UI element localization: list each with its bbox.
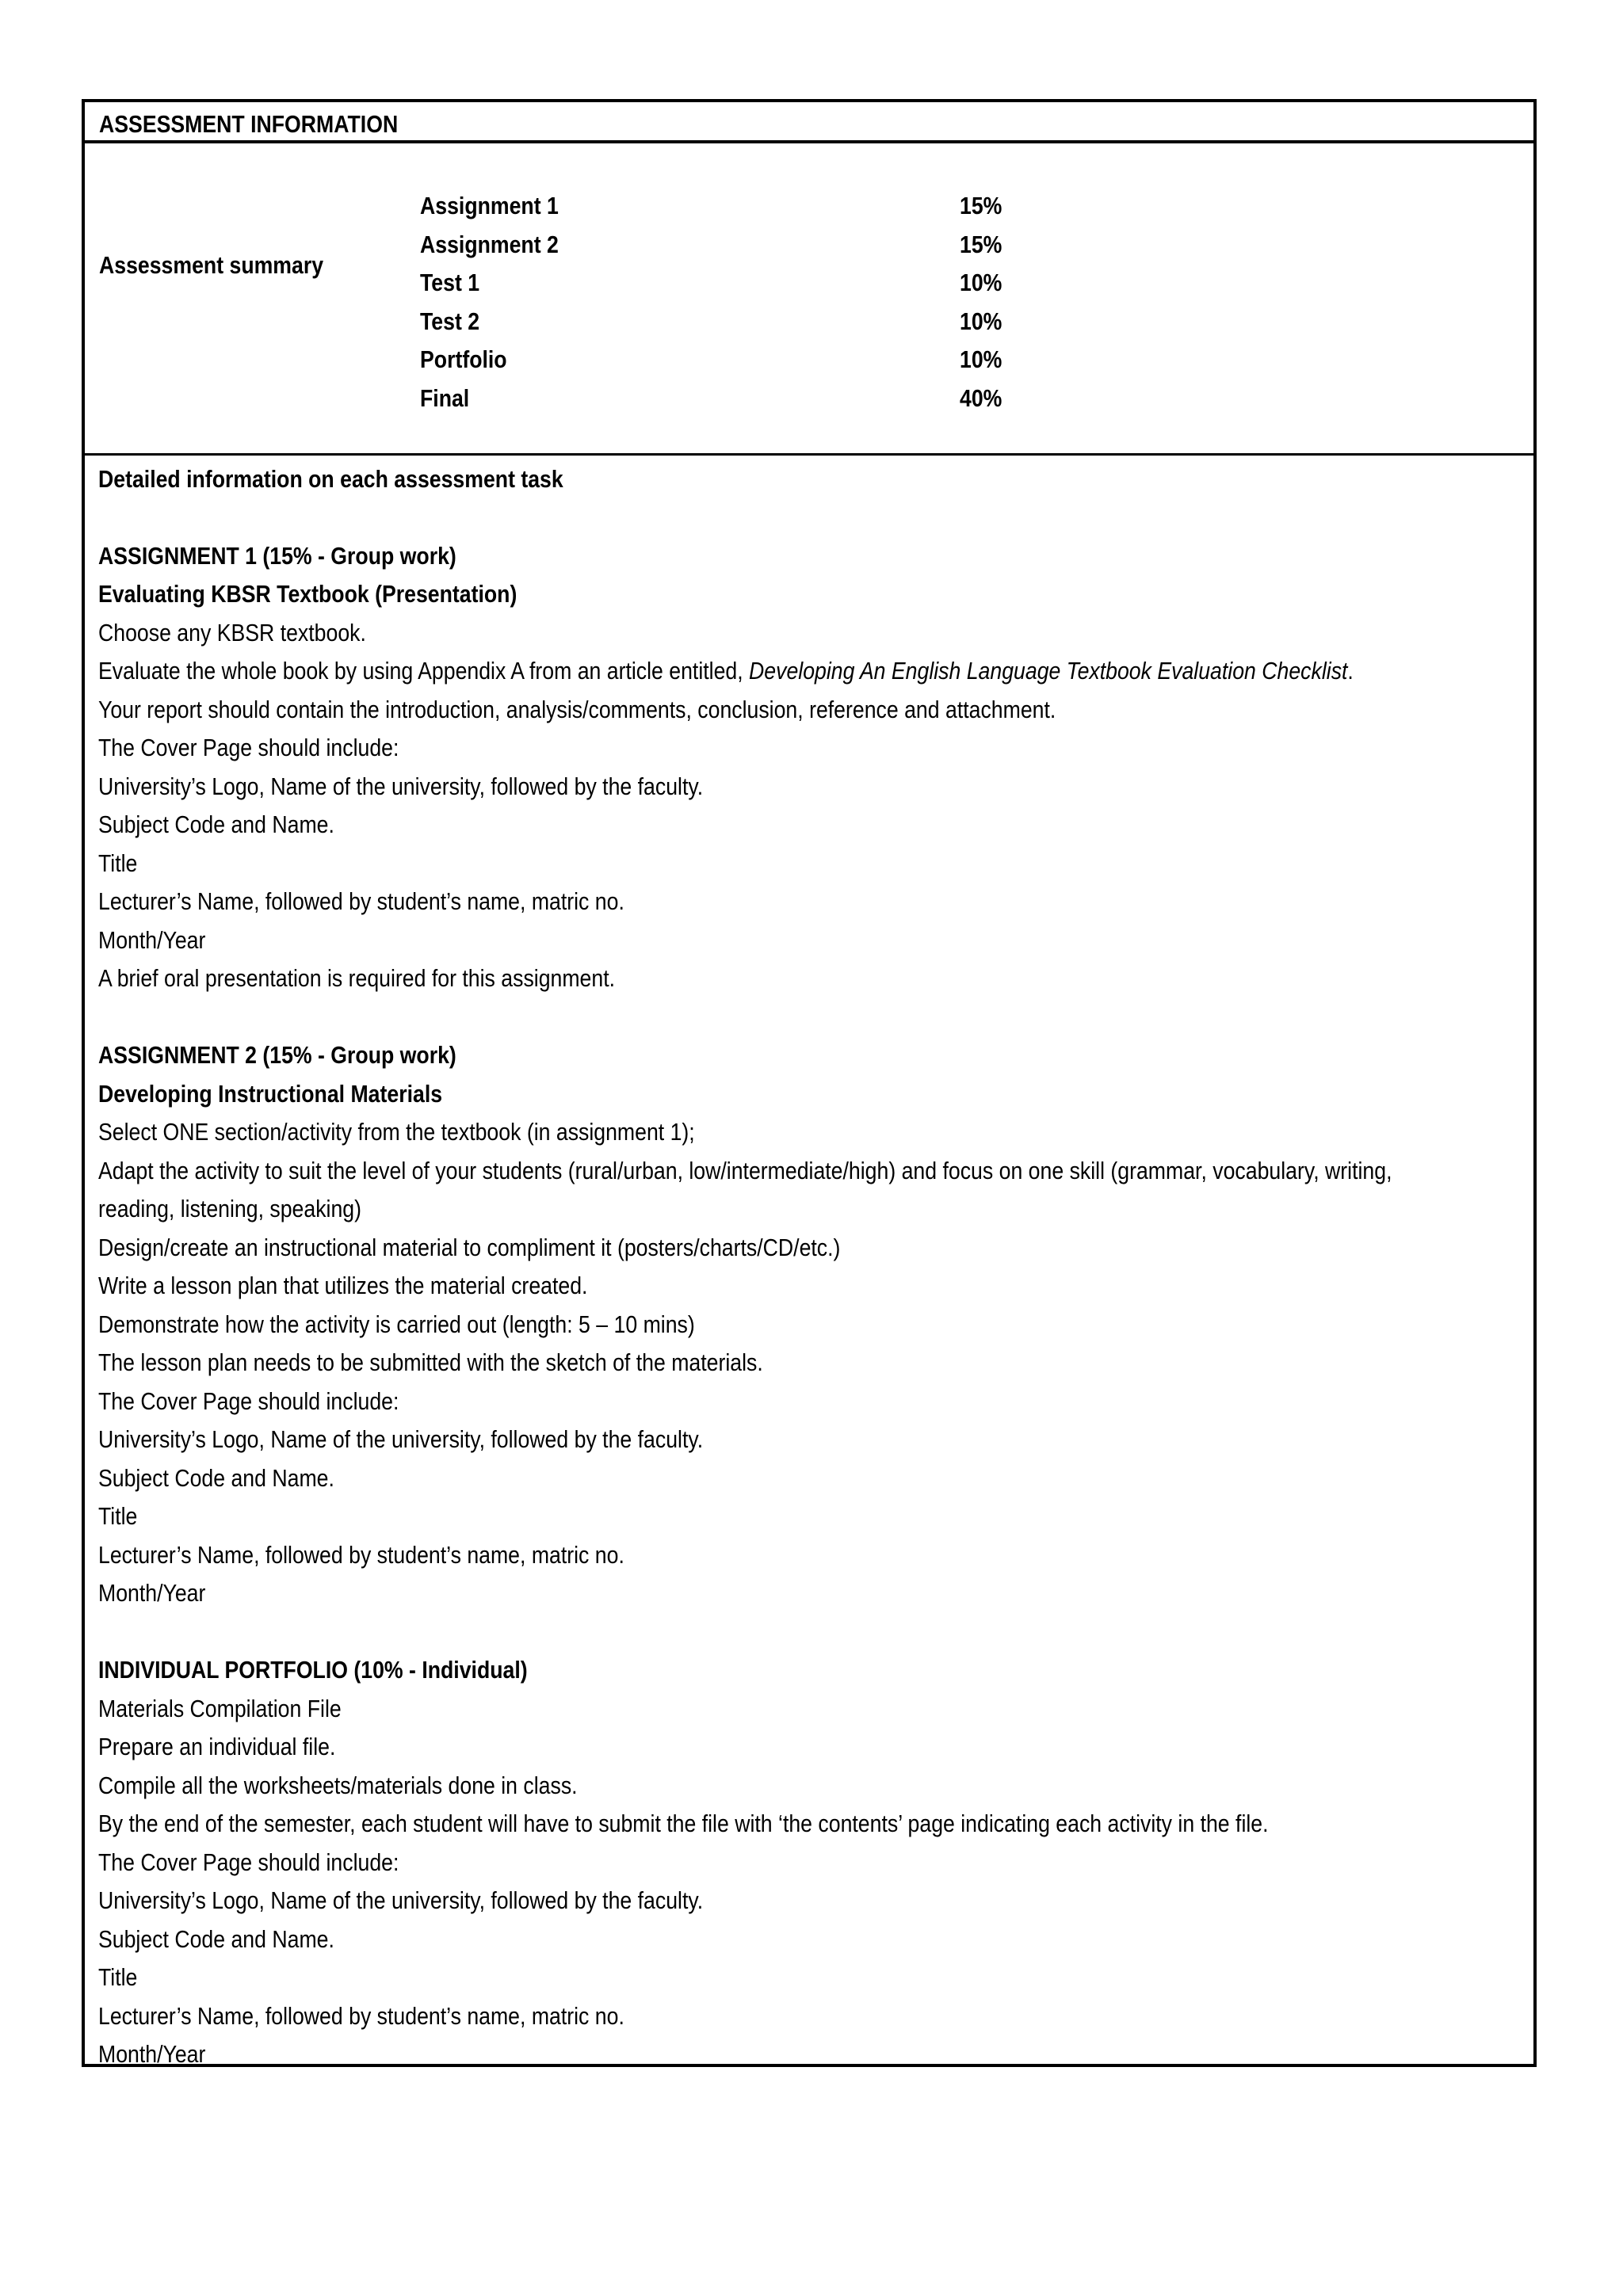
- details-heading: Detailed information on each assessment task: [98, 465, 563, 493]
- assignment2-cover-item: University’s Logo, Name of the university, followed by the faculty.: [98, 1425, 704, 1453]
- assignment2-cover-item: Title: [98, 1502, 138, 1530]
- assignment2-line: Design/create an instructional material to compliment it (posters/charts/CD/etc.): [98, 1234, 841, 1261]
- summary-item-weight: 10%: [960, 345, 1002, 373]
- portfolio-cover-item: Subject Code and Name.: [98, 1925, 334, 1953]
- portfolio-cover-intro: The Cover Page should include:: [98, 1848, 399, 1876]
- portfolio-line: By the end of the semester, each student will have to submit the file with ‘the contents’ page indicating each activity in the file.: [98, 1810, 1269, 1837]
- assignment2-line: reading, listening, speaking): [98, 1195, 361, 1222]
- portfolio-line: Prepare an individual file.: [98, 1733, 336, 1760]
- assignment1-line: Choose any KBSR textbook.: [98, 619, 366, 646]
- assignment1-cover-item: Title: [98, 849, 138, 877]
- article-title: Developing An English Language Textbook Evaluation Checklist: [749, 657, 1348, 685]
- assignment2-cover-intro: The Cover Page should include:: [98, 1387, 399, 1415]
- summary-item-name: Test 1: [420, 269, 480, 296]
- assignment1-cover-item: Subject Code and Name.: [98, 810, 334, 838]
- assignment1-line-text: .: [1347, 657, 1354, 685]
- summary-item-name: Assignment 1: [420, 192, 559, 219]
- portfolio-title: INDIVIDUAL PORTFOLIO (10% - Individual): [98, 1656, 528, 1684]
- assignment2-cover-item: Subject Code and Name.: [98, 1464, 334, 1492]
- assignment2-title: ASSIGNMENT 2 (15% - Group work): [98, 1041, 456, 1069]
- summary-item-name: Test 2: [420, 307, 480, 335]
- portfolio-cover-item: Lecturer’s Name, followed by student’s name, matric no.: [98, 2002, 624, 2030]
- portfolio-line: Compile all the worksheets/materials done in class.: [98, 1772, 578, 1799]
- assignment2-line: The lesson plan needs to be submitted with the sketch of the materials.: [98, 1348, 763, 1376]
- assignment1-cover-item: University’s Logo, Name of the university, followed by the faculty.: [98, 772, 704, 800]
- portfolio-line: Materials Compilation File: [98, 1695, 342, 1722]
- summary-item-weight: 15%: [960, 192, 1002, 219]
- portfolio-cover-item: Month/Year: [98, 2040, 206, 2068]
- assignment1-note: A brief oral presentation is required for this assignment.: [98, 964, 616, 992]
- summary-item-weight: 10%: [960, 269, 1002, 296]
- summary-item-weight: 15%: [960, 231, 1002, 258]
- portfolio-cover-item: University’s Logo, Name of the university, followed by the faculty.: [98, 1886, 704, 1914]
- summary-item-weight: 10%: [960, 307, 1002, 335]
- assignment2-line: Adapt the activity to suit the level of your students (rural/urban, low/intermediate/high) and focus on one skill (grammar, vocabulary, writing,: [98, 1157, 1392, 1184]
- assignment1-line-text: Evaluate the whole book by using Appendix A from an article entitled,: [98, 657, 750, 685]
- table-title: ASSESSMENT INFORMATION: [99, 110, 399, 138]
- assignment2-cover-item: Month/Year: [98, 1579, 206, 1607]
- assignment2-line: Write a lesson plan that utilizes the material created.: [98, 1272, 588, 1299]
- assignment2-subtitle: Developing Instructional Materials: [98, 1080, 443, 1108]
- assignment1-cover-item: Lecturer’s Name, followed by student’s name, matric no.: [98, 887, 624, 915]
- assignment1-cover-item: Month/Year: [98, 926, 206, 954]
- assignment1-cover-intro: The Cover Page should include:: [98, 734, 399, 761]
- assessment-summary-section: [85, 143, 1533, 456]
- assignment2-line: Demonstrate how the activity is carried out (length: 5 – 10 mins): [98, 1310, 695, 1338]
- assignment2-cover-item: Lecturer’s Name, followed by student’s name, matric no.: [98, 1541, 624, 1569]
- portfolio-cover-item: Title: [98, 1963, 138, 1991]
- summary-item-name: Final: [420, 384, 470, 412]
- assignment1-subtitle: Evaluating KBSR Textbook (Presentation): [98, 580, 517, 608]
- table-header-row: [85, 102, 1533, 143]
- assignment1-line-with-citation: [98, 655, 1354, 687]
- summary-item-weight: 40%: [960, 384, 1002, 412]
- assignment2-line: Select ONE section/activity from the textbook (in assignment 1);: [98, 1118, 695, 1146]
- summary-heading: Assessment summary: [99, 251, 324, 279]
- assignment1-line: Your report should contain the introduction, analysis/comments, conclusion, reference and attachment.: [98, 696, 1056, 723]
- summary-item-name: Portfolio: [420, 345, 507, 373]
- summary-item-name: Assignment 2: [420, 231, 559, 258]
- assignment1-title: ASSIGNMENT 1 (15% - Group work): [98, 542, 456, 570]
